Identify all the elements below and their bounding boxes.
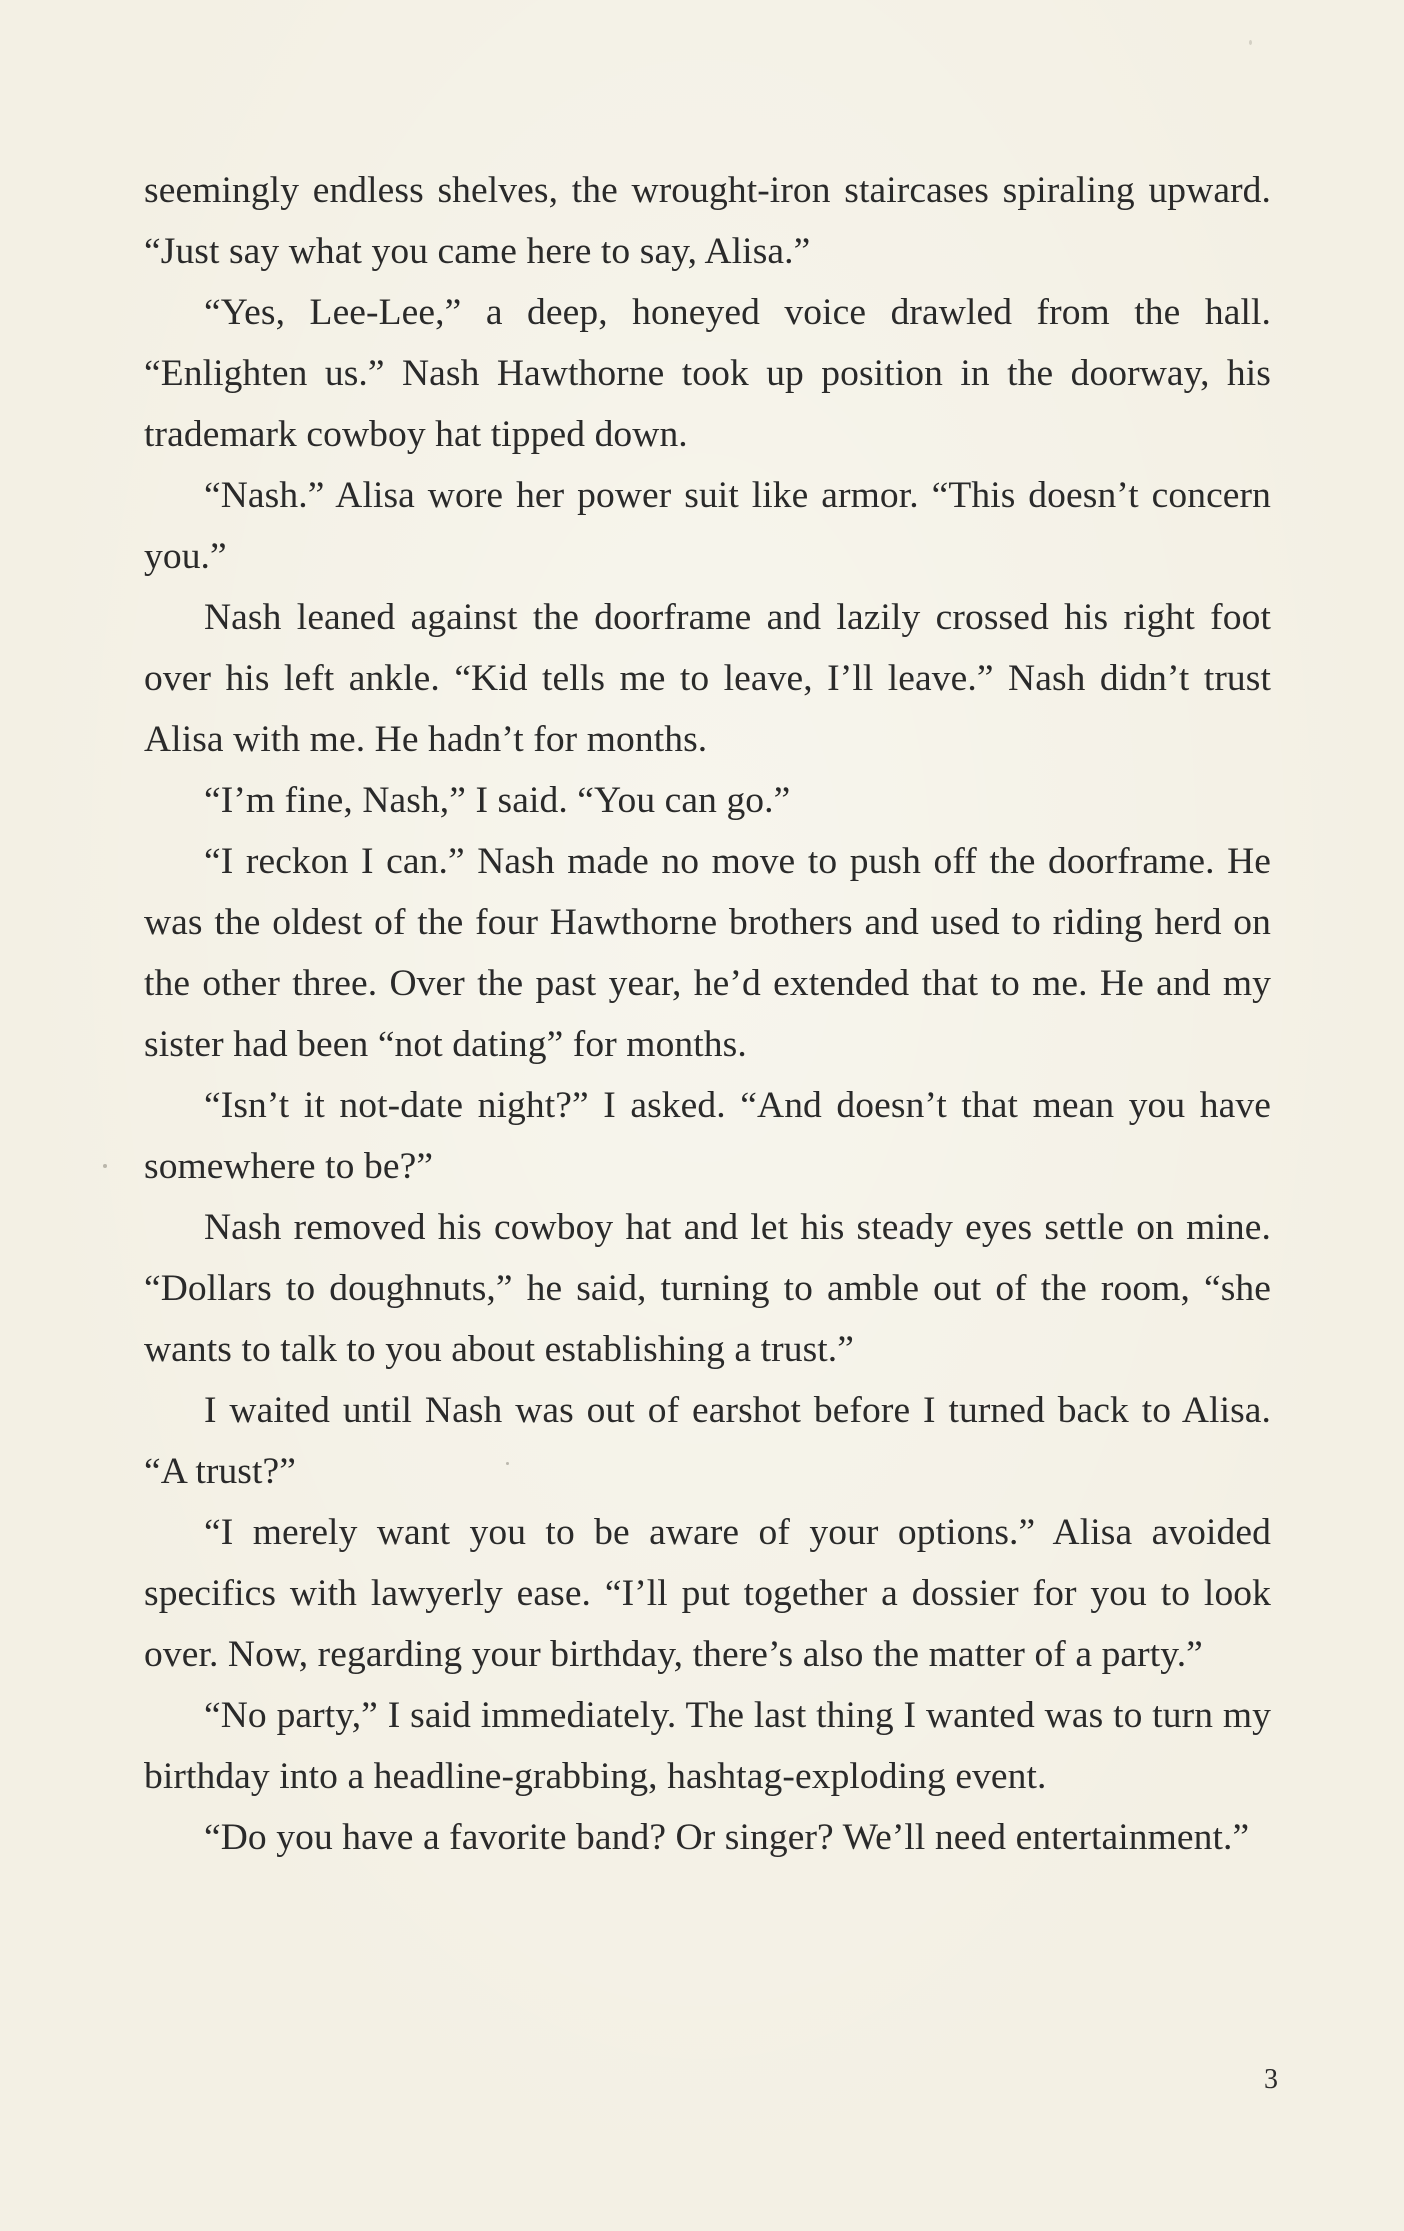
paragraph-1: seemingly endless shelves, the wrought-iron staircases spiraling upward. “Just say what you came here to say, Alisa.” <box>144 170 1271 272</box>
paragraph-3: “Nash.” Alisa wore her power suit like armor. “This doesn’t concern you.” <box>144 475 1271 577</box>
paper-speck <box>1249 40 1252 45</box>
page-number: 3 <box>1264 2064 1278 2095</box>
paper-speck <box>506 1462 509 1465</box>
paragraph-9: I waited until Nash was out of earshot before I turned back to Alisa. “A trust?” <box>144 1390 1271 1492</box>
paragraph-10: “I merely want you to be aware of your options.” Alisa avoided specifics with lawyerly ease. “I’ll put together a dossier for you to look over. Now, regarding your birthday, there’s also the matter of a party.” <box>144 1512 1271 1675</box>
body-text <box>144 160 1271 1868</box>
paragraph-7: “Isn’t it not-date night?” I asked. “And doesn’t that mean you have somewhere to be?” <box>144 1085 1271 1187</box>
paper-speck <box>103 1164 107 1168</box>
paragraph-11: “No party,” I said immediately. The last thing I wanted was to turn my birthday into a headline-grabbing, hashtag-exploding event. <box>144 1695 1271 1797</box>
paragraph-5: “I’m fine, Nash,” I said. “You can go.” <box>204 780 791 821</box>
paragraph-2: “Yes, Lee-Lee,” a deep, honeyed voice drawled from the hall. “Enlighten us.” Nash Hawthorne took up position in the doorway, his trademark cowboy hat tipped down. <box>144 292 1271 455</box>
paragraph-8: Nash removed his cowboy hat and let his steady eyes settle on mine. “Dollars to doughnuts,” he said, turning to amble out of the room, “she wants to talk to you about establishing a trust.” <box>144 1207 1271 1370</box>
paragraph-4: Nash leaned against the doorframe and lazily crossed his right foot over his left ankle. “Kid tells me to leave, I’ll leave.” Nash didn’t trust Alisa with me. He hadn’t for months. <box>144 597 1271 760</box>
paragraph-6: “I reckon I can.” Nash made no move to push off the doorframe. He was the oldest of the four Hawthorne brothers and used to riding herd on the other three. Over the past year, he’d extended that to me. He and my sister had been “not dating” for months. <box>144 841 1271 1065</box>
paragraph-12: “Do you have a favorite band? Or singer? We’ll need entertainment.” <box>204 1817 1250 1858</box>
